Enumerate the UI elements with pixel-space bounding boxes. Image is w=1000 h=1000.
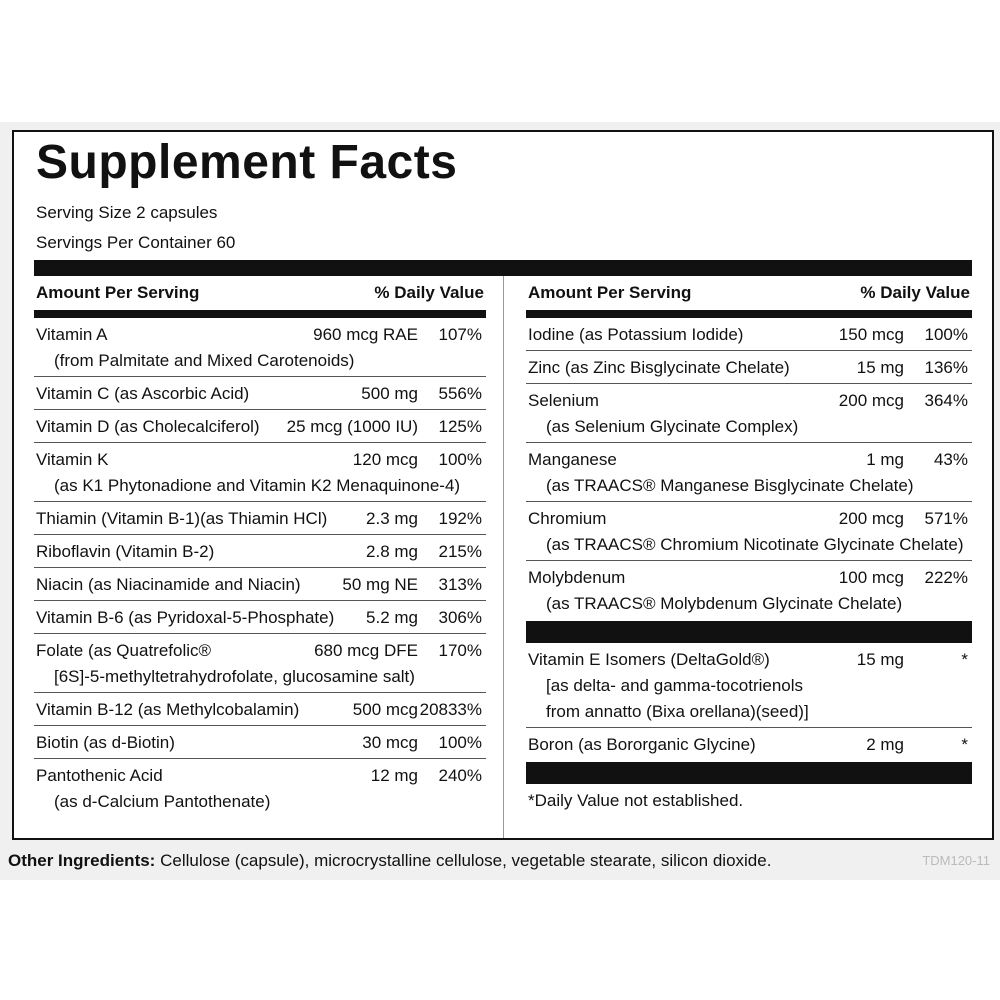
nutrient-daily-value: 43% [933, 450, 968, 469]
nutrient-amount: 2.3 mg [366, 509, 418, 528]
top-thick-bar [34, 260, 972, 276]
nutrient-amount: 25 mcg (1000 IU) [286, 417, 418, 436]
nutrient-amount: 2 mg [866, 735, 904, 754]
nutrient-name: Vitamin E Isomers (DeltaGold®) [528, 650, 770, 669]
nutrient-name: Vitamin B-6 (as Pyridoxal-5-Phosphate) [36, 608, 335, 627]
nutrient-source: (as TRAACS® Chromium Nicotinate Glycinate Chelate) [546, 535, 964, 554]
nutrient-row [34, 318, 486, 377]
footnote: *Daily Value not established. [528, 791, 744, 810]
nutrient-daily-value: 306% [438, 608, 482, 627]
nutrient-amount: 680 mcg DFE [314, 641, 418, 660]
nutrient-name: Folate (as Quatrefolic® [36, 641, 212, 660]
nutrient-name: Chromium [528, 509, 607, 528]
nutrient-row [34, 535, 486, 568]
nutrient-daily-value: 240% [438, 766, 482, 785]
nutrient-row [34, 693, 486, 726]
other-ingredients-label: Other Ingredients: [8, 851, 156, 870]
left-header [34, 276, 486, 310]
nutrient-daily-value: 222% [924, 568, 968, 587]
nutrient-row [34, 443, 486, 502]
product-code: TDM120-11 [922, 853, 990, 868]
nutrient-name: Vitamin A [36, 325, 108, 344]
left-header-amount: Amount Per Serving [36, 283, 200, 302]
panel-title: Supplement Facts [36, 136, 458, 189]
right-black-bar [526, 621, 972, 643]
nutrient-source: (from Palmitate and Mixed Carotenoids) [54, 351, 355, 370]
nutrient-row [526, 318, 972, 351]
nutrient-daily-value: * [961, 735, 968, 754]
right-column [526, 276, 972, 814]
nutrient-daily-value: 100% [438, 733, 482, 752]
nutrient-daily-value: 364% [924, 391, 968, 410]
nutrient-source: [as delta- and gamma-tocotrienols [546, 676, 804, 695]
nutrient-row [526, 643, 972, 728]
nutrient-daily-value: 20833% [419, 700, 482, 719]
nutrient-name: Boron (as Bororganic Glycine) [528, 735, 756, 754]
nutrient-amount: 120 mcg [352, 450, 418, 469]
nutrient-name: Vitamin C (as Ascorbic Acid) [36, 384, 250, 403]
left-header-rule [34, 310, 486, 318]
right-header-rule [526, 310, 972, 318]
nutrient-source: [6S]-5-methyltetrahydrofolate, glucosamine salt) [54, 667, 415, 686]
nutrient-amount: 150 mcg [838, 325, 904, 344]
nutrient-amount: 12 mg [370, 766, 418, 785]
nutrient-amount: 5.2 mg [366, 608, 418, 627]
nutrient-row [34, 377, 486, 410]
nutrient-daily-value: 192% [438, 509, 482, 528]
supplement-facts-panel [12, 130, 994, 840]
extra-ingredient-list [526, 643, 972, 760]
left-header-dv: % Daily Value [374, 283, 484, 302]
nutrient-name: Iodine (as Potassium Iodide) [528, 325, 744, 344]
other-ingredients-text: Cellulose (capsule), microcrystalline cellulose, vegetable stearate, silicon dioxide. [160, 851, 772, 870]
nutrient-daily-value: 100% [438, 450, 482, 469]
nutrient-source: (as d-Calcium Pantothenate) [54, 792, 271, 811]
nutrient-daily-value: 170% [438, 641, 482, 660]
nutrient-amount: 200 mcg [838, 509, 904, 528]
right-header [526, 276, 972, 310]
nutrient-amount: 200 mcg [838, 391, 904, 410]
servings-per-container: Servings Per Container 60 [36, 233, 236, 252]
nutrient-row [526, 561, 972, 619]
nutrient-daily-value: 100% [924, 325, 968, 344]
column-divider [503, 276, 504, 838]
nutrient-amount: 2.8 mg [366, 542, 418, 561]
nutrient-row [34, 634, 486, 693]
nutrient-amount: 50 mg NE [342, 575, 418, 594]
nutrient-name: Molybdenum [528, 568, 626, 587]
nutrient-name: Niacin (as Niacinamide and Niacin) [36, 575, 301, 594]
nutrient-row [526, 351, 972, 384]
nutrient-row [526, 728, 972, 760]
nutrient-name: Vitamin D (as Cholecalciferol) [36, 417, 260, 436]
nutrient-name: Vitamin K [36, 450, 109, 469]
serving-size: Serving Size 2 capsules [36, 203, 218, 222]
nutrient-name: Pantothenic Acid [36, 766, 163, 785]
left-column [34, 276, 486, 817]
right-nutrient-list [526, 318, 972, 619]
nutrient-name: Biotin (as d-Biotin) [36, 733, 175, 752]
nutrient-name: Thiamin (Vitamin B-1)(as Thiamin HCl) [36, 509, 328, 528]
right-bottom-black-bar [526, 762, 972, 784]
nutrient-amount: 15 mg [856, 650, 904, 669]
right-header-dv: % Daily Value [860, 283, 970, 302]
nutrient-row [34, 568, 486, 601]
nutrient-source: (as TRAACS® Molybdenum Glycinate Chelate) [546, 594, 903, 613]
nutrient-amount: 30 mcg [362, 733, 418, 752]
nutrient-daily-value: 215% [438, 542, 482, 561]
nutrient-name: Zinc (as Zinc Bisglycinate Chelate) [528, 358, 790, 377]
nutrient-row [34, 726, 486, 759]
nutrient-source: (as K1 Phytonadione and Vitamin K2 Menaquinone-4) [54, 476, 461, 495]
left-nutrient-list [34, 318, 486, 817]
nutrient-daily-value: 136% [924, 358, 968, 377]
nutrient-source: (as TRAACS® Manganese Bisglycinate Chelate) [546, 476, 914, 495]
nutrient-daily-value: 107% [438, 325, 482, 344]
nutrient-daily-value: 313% [438, 575, 482, 594]
nutrient-name: Manganese [528, 450, 617, 469]
nutrient-amount: 960 mcg RAE [313, 325, 418, 344]
nutrient-row [34, 759, 486, 817]
nutrient-name: Selenium [528, 391, 599, 410]
nutrient-daily-value: 125% [438, 417, 482, 436]
nutrient-amount: 500 mg [361, 384, 418, 403]
nutrient-row [526, 502, 972, 561]
nutrient-row [526, 384, 972, 443]
nutrient-daily-value: 556% [438, 384, 482, 403]
nutrient-daily-value: 571% [924, 509, 968, 528]
nutrient-amount: 100 mcg [838, 568, 904, 587]
nutrient-row [34, 502, 486, 535]
nutrient-name: Vitamin B-12 (as Methylcobalamin) [36, 700, 300, 719]
other-ingredients [8, 849, 771, 873]
nutrient-name: Riboflavin (Vitamin B-2) [36, 542, 215, 561]
nutrient-amount: 15 mg [856, 358, 904, 377]
nutrient-row [526, 443, 972, 502]
nutrient-source-cont: from annatto (Bixa orellana)(seed)] [546, 702, 809, 721]
nutrient-row [34, 410, 486, 443]
right-header-amount: Amount Per Serving [528, 283, 692, 302]
nutrient-amount: 1 mg [866, 450, 904, 469]
nutrient-row [34, 601, 486, 634]
nutrient-source: (as Selenium Glycinate Complex) [546, 417, 799, 436]
nutrient-amount: 500 mcg [352, 700, 418, 719]
nutrient-daily-value: * [961, 650, 968, 669]
